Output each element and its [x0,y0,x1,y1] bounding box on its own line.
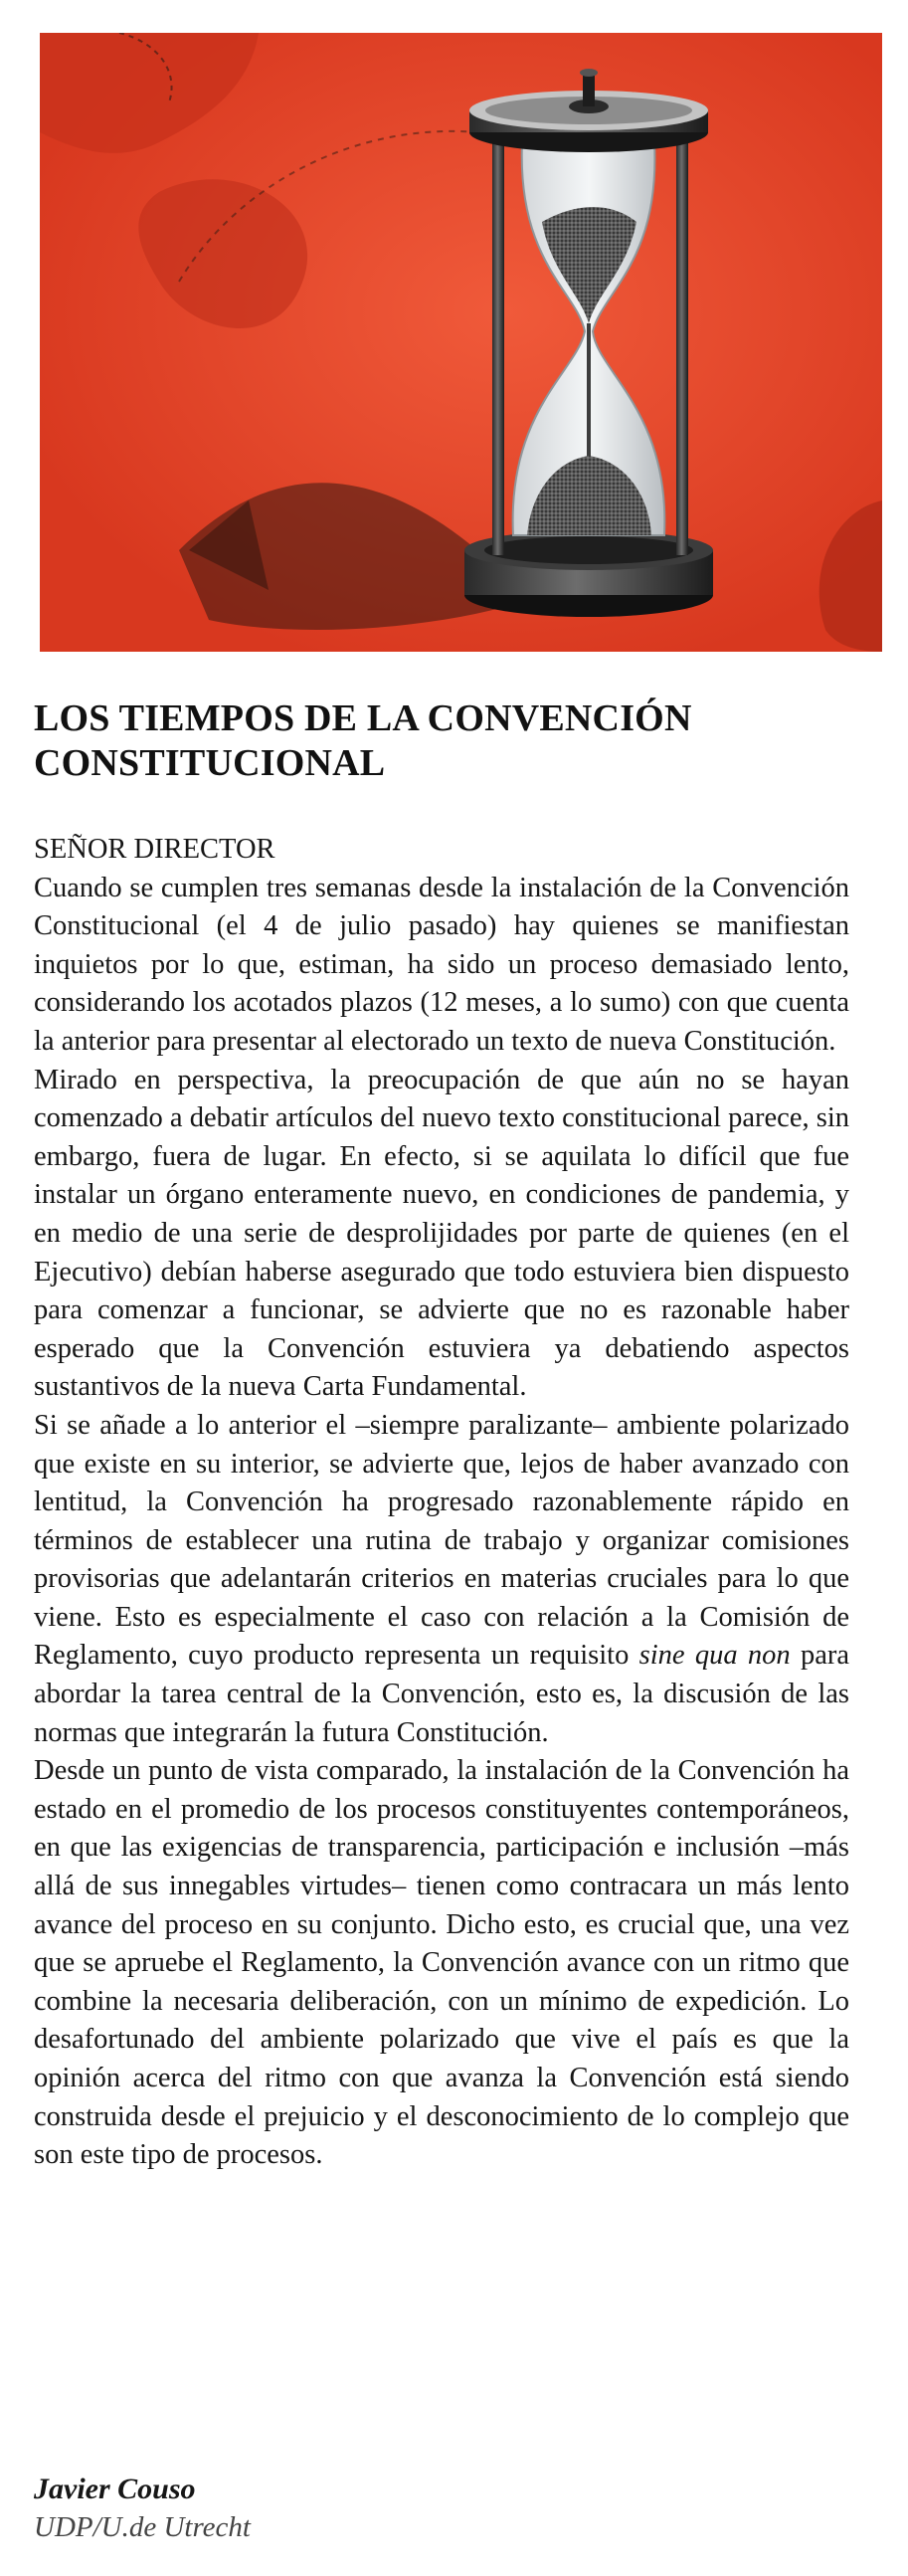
paragraph: Desde un punto de vista comparado, la instalación de la Convención ha estado en el promedio de los procesos constituyentes contemporáneos, en que las exigencias de transparencia, participación e inclusión –más allá de sus innegables virtudes– tienen como contracara un más lento avance del proceso en su conjunto. Dicho esto, es crucial que, una vez que se apruebe el Reglamento, la Convención avance con un ritmo que combine la necesaria deliberación, con un mínimo de expedición. Lo desafortunado del ambiente polarizado que vive el país es que la opinión acerca del ritmo con que avanza la Convención está siendo construida desde el prejuicio y el desconocimiento de lo complejo que son este tipo de procesos. [34,1755,849,2171]
letter-title [34,696,869,786]
letter-body [34,831,849,2175]
hourglass-illustration [40,33,882,652]
author-name: Javier Couso [34,2473,196,2505]
paragraph-text: Si se añade a lo anterior el –siempre paralizante– ambiente polarizado que existe en su interior, se advierte que, lejos de haber avanzado con lentitud, la Convención ha progresado razonablemente rápido en términos de establecer una rutina de trabajo y organizar comisiones provisorias que adelantarán criterios en materias cruciales para lo que viene. Esto es especialmente el caso con relación a la Comisión de Reglamento, cuyo producto representa un requisito [34,1409,849,1672]
paragraph: Cuando se cumplen tres semanas desde la instalación de la Convención Constitucional (el 4 de julio pasado) hay quienes se manifiestan inquietos por lo que, estiman, ha sido un proceso demasiado lento, considerando los acotados plazos (12 meses, a lo sumo) con que cuenta la anterior para presentar al electorado un texto de nueva Constitución. [34,872,849,1057]
latin-phrase: sine qua non [638,1640,791,1672]
title-line-2: CONSTITUCIONAL [34,742,386,784]
paragraph [34,1407,849,1752]
paragraph: Mirado en perspectiva, la preocupación de que aún no se hayan comenzado a debatir artículos del nuevo texto constitucional parece, sin embargo, fuera de lugar. En efecto, si se aquilata lo difícil que fue instalar un órgano enteramente nuevo, en condiciones de pandemia, y en medio de una serie de desprolijidades por parte de quienes (en el Ejecutivo) debían haberse asegurado que todo estuviera bien dispuesto para comenzar a funcionar, se advierte que no es razonable haber esperado que la Convención estuviera ya debatiendo aspectos sustantivos de la nueva Carta Fundamental. [34,1064,849,1403]
title-line-1: LOS TIEMPOS DE LA CONVENCIÓN [34,697,692,739]
salutation: SEÑOR DIRECTOR [34,834,275,865]
author-affiliation: UDP/U.de Utrecht [34,2511,251,2543]
paragraph-text: para abordar la tarea central de la Convención, esto es, la discusión de las normas que integrarán la futura Constitución. [34,1640,849,1748]
signature-block [34,2471,849,2546]
hourglass-icon [40,33,882,652]
